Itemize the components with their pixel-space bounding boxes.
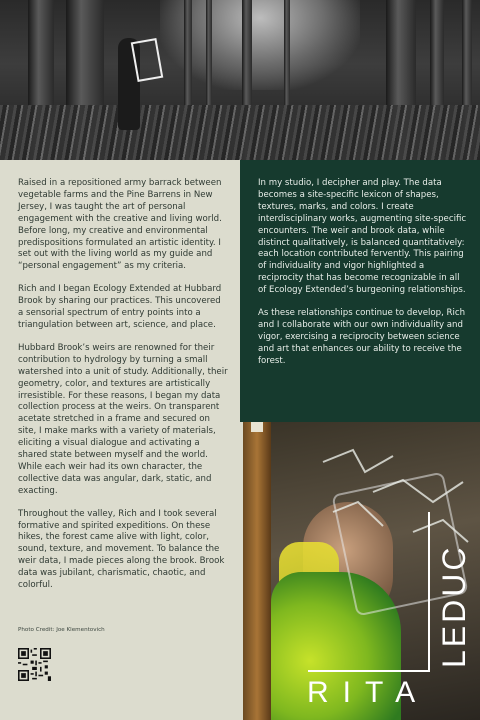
left-column bbox=[0, 160, 240, 720]
right-paragraph-1: In my studio, I decipher and play. The data becomes a site-specific lexicon of shapes, textures, marks, and colors. I create interdisciplinary works, augmenting site-specific encounters. The weir and brook data, while distinct qualitatively, is balanced quantitatively: each location contributed fervently. This pairing of individuality and vigor highlighted a reciprocity that has become recognizable in all of Ecology Extended’s burgeoning relationships. bbox=[258, 178, 467, 296]
wooden-frame bbox=[243, 422, 271, 720]
forest-floor bbox=[0, 105, 480, 160]
name-vertical-rule bbox=[428, 512, 430, 672]
name-horizontal-rule bbox=[308, 670, 428, 672]
artist-first-name: RITA bbox=[307, 676, 430, 709]
left-text bbox=[18, 178, 228, 603]
frame-tag bbox=[251, 422, 263, 432]
qr-code[interactable] bbox=[18, 648, 51, 681]
artist-last-name: LEDUC bbox=[436, 544, 472, 668]
right-text bbox=[258, 178, 470, 379]
left-paragraph-4: Throughout the valley, Rich and I took several formative and spirited expeditions. On these hikes, the forest came alive with light, color, sound, texture, and movement. To balance the weir data, I made pieces along the brook. Brook data was jubilant, charismatic, chaotic, and colorful. bbox=[18, 508, 225, 591]
right-column-panel bbox=[240, 160, 480, 422]
artist-last-name-vertical bbox=[433, 510, 473, 670]
photo-credit: Photo Credit: Joe Klementovich bbox=[18, 627, 105, 633]
left-paragraph-1: Raised in a repositioned army barrack between vegetable farms and the Pine Barrens in New Jersey, I was taught the art of personal engagement with the creative and living world. Before long, my creative and environmental predispositions formulated an artistic identity. I set out with the living world as my guide and “personal engagement” as my criteria. bbox=[18, 178, 222, 272]
left-paragraph-3: Hubbard Brook’s weirs are renowned for their contribution to hydrology by turning a small watershed into a unit of study. Additionally, their geometry, color, and textures are artistically irresistible. For these reasons, I began my data collection process at the weirs. On transparent acetate stretched in a frame and secured on site, I make marks with a variety of materials, eliciting a visual dialogue and activating a shared state between myself and the world. While each weir had its own character, the collective data was angular, dark, static, and exacting. bbox=[18, 342, 228, 496]
forest-photo bbox=[0, 0, 480, 160]
carried-frame bbox=[131, 38, 164, 82]
right-paragraph-2: As these relationships continue to develop, Rich and I collaborate with our own individuality and vigor, exercising a reciprocity between science and art that enhances our ability to receive the forest. bbox=[258, 308, 466, 366]
left-paragraph-2: Rich and I began Ecology Extended at Hubbard Brook by sharing our practices. This uncovered a sensorial spectrum of entry points into a triangulation between art, science, and place. bbox=[18, 284, 222, 330]
